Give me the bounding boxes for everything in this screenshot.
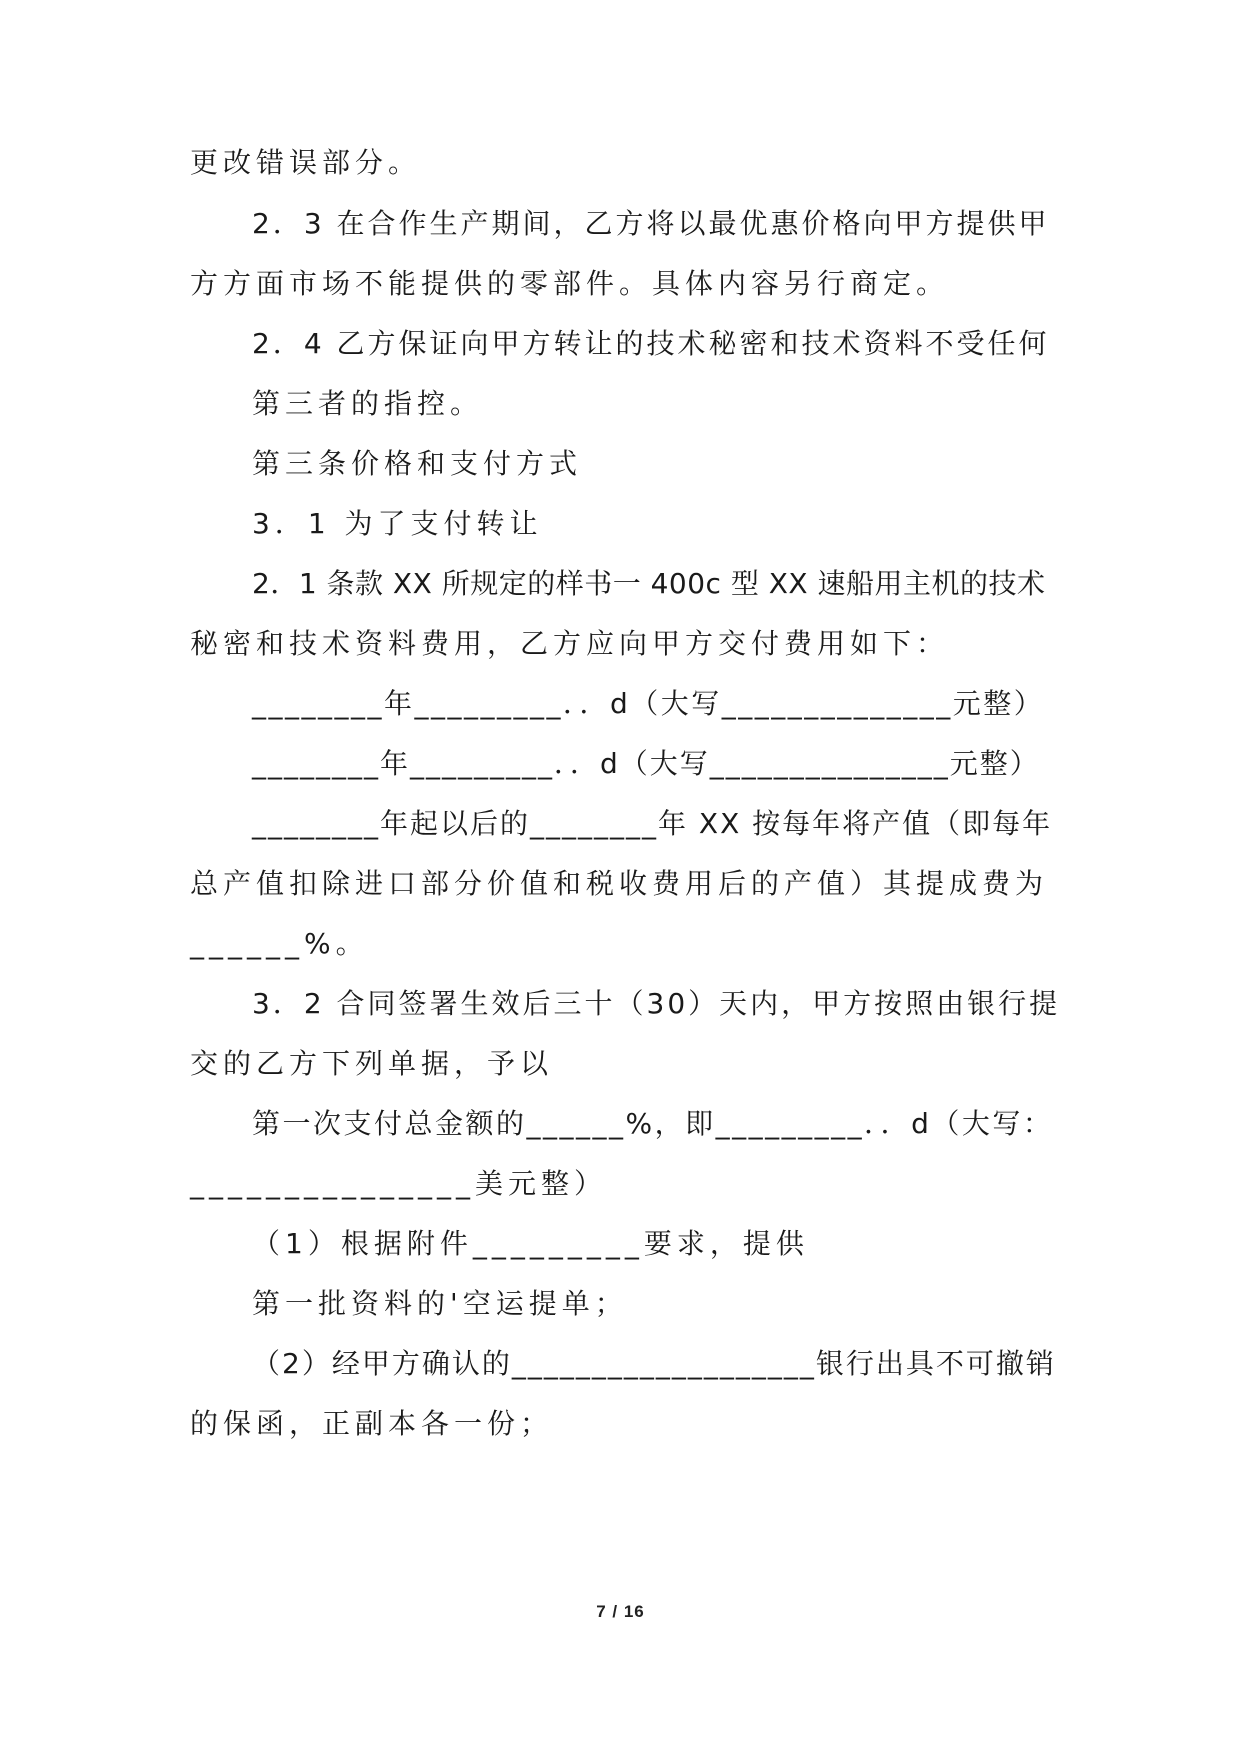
list-item-1: （1）根据附件_________要求，提供 — [252, 1227, 809, 1260]
page-number: 7 / 16 — [596, 1602, 645, 1621]
clause-2-4-line: 2．4 乙方保证向甲方转让的技术秘密和技术资料不受任何 — [252, 327, 1050, 360]
section-heading: 第三条价格和支付方式 — [252, 447, 583, 480]
body-line: _______________美元整） — [190, 1167, 608, 1200]
body-line: 的保函，正副本各一份； — [190, 1407, 554, 1440]
payment-line: ________年_________．．d（大写_______________元整） — [252, 747, 1040, 780]
body-line: ______%。 — [190, 927, 369, 960]
body-line: 第一批资料的'空运提单； — [252, 1287, 628, 1320]
body-line: 方方面市场不能提供的零部件。具体内容另行商定。 — [190, 267, 950, 300]
royalty-line: ________年起以后的________年 XX 按每年将产值（即每年 — [252, 807, 1053, 840]
body-line: 第三者的指控。 — [252, 387, 484, 420]
clause-2-3-line: 2．3 在合作生产期间，乙方将以最优惠价格向甲方提供甲 — [252, 207, 1050, 240]
body-line: 秘密和技术资料费用，乙方应向甲方交付费用如下： — [190, 627, 950, 660]
clause-2-1-line: 2．1 条款 XX 所规定的样书一 400c 型 XX 速船用主机的技术 — [252, 567, 1046, 600]
body-line: 交的乙方下列单据，予以 — [190, 1047, 554, 1080]
body-line: 总产值扣除进口部分价值和税收费用后的产值）其提成费为 — [190, 867, 1049, 900]
clause-3-1-line: 3．1 为了支付转让 — [252, 507, 543, 540]
clause-3-2-line: 3．2 合同签署生效后三十（30）天内，甲方按照由银行提 — [252, 987, 1061, 1020]
first-payment-line: 第一次支付总金额的______%，即_________．．d（大写： — [252, 1107, 1054, 1140]
payment-line: ________年_________．．d（大写______________元整） — [252, 687, 1045, 720]
list-item-2: （2）经甲方确认的___________________银行出具不可撤销 — [252, 1347, 1056, 1380]
body-line: 更改错误部分。 — [190, 146, 422, 179]
